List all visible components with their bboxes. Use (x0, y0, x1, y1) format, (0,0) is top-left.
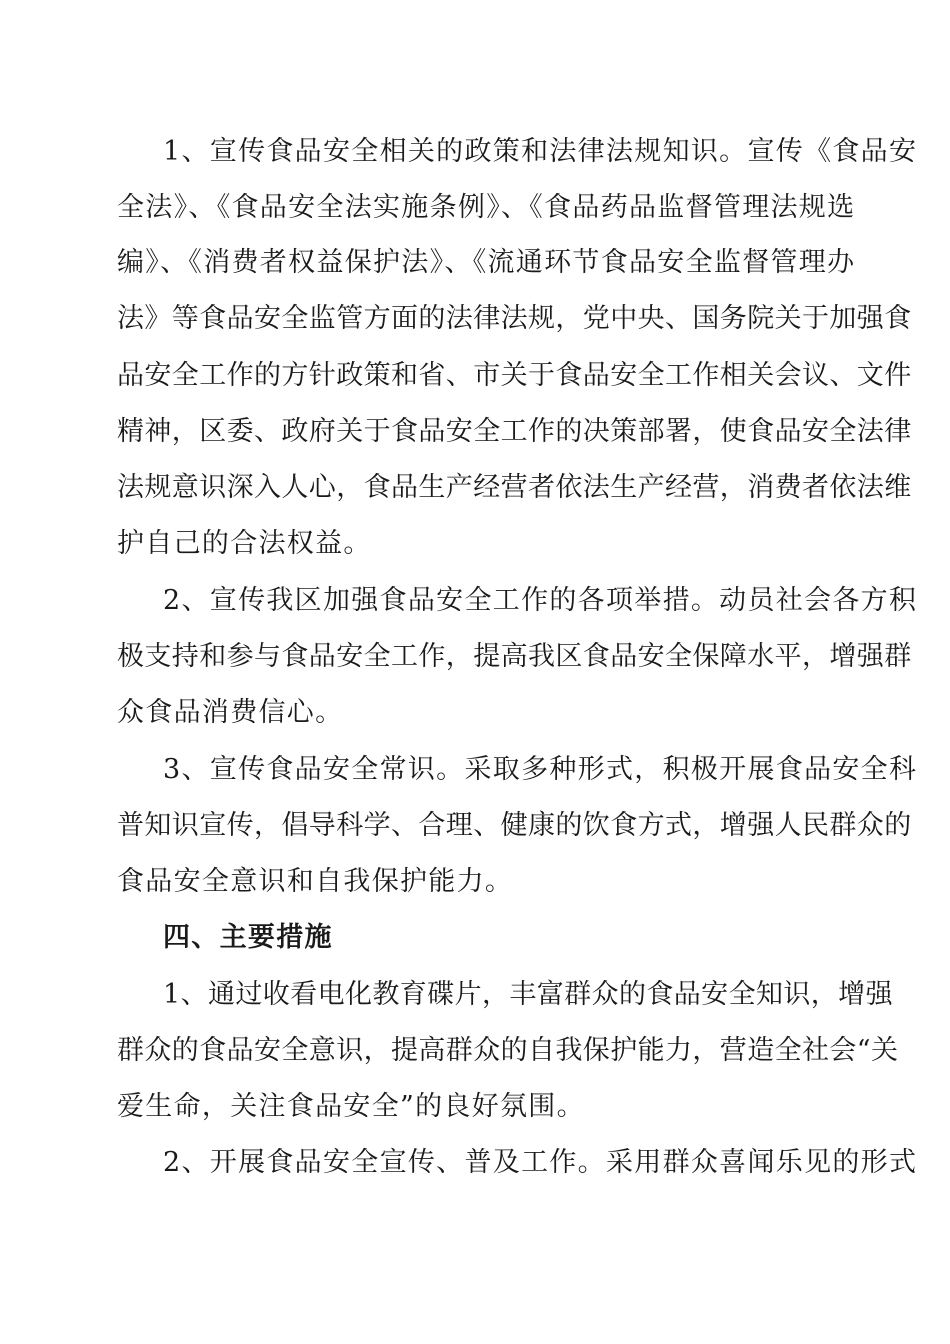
measure-1-line-3: 爱生命，关注食品安全”的良好氛围。 (117, 1091, 585, 1122)
section-heading: 四、主要措施 (163, 922, 333, 953)
paragraph-3-line-1: 3、宣传食品安全常识。采取多种形式，积极开展食品安全科 (163, 754, 918, 785)
paragraph-1-line-3: 编》、《消费者权益保护法》、《流通环节食品安全监督管理办 (117, 247, 856, 278)
paragraph-1-line-1: 1、宣传食品安全相关的政策和法律法规知识。宣传《食品安 (163, 136, 918, 167)
paragraph-2-line-1: 2、宣传我区加强食品安全工作的各项举措。动员社会各方积 (163, 585, 918, 616)
paragraph-3-line-3: 食品安全意识和自我保护能力。 (117, 866, 514, 897)
measure-1-line-1: 1、通过收看电化教育碟片，丰富群众的食品安全知识，增强 (163, 979, 893, 1010)
measure-2-line-1: 2、开展食品安全宣传、普及工作。采用群众喜闻乐见的形式 (163, 1147, 918, 1178)
paragraph-1-line-7: 法规意识深入人心，食品生产经营者依法生产经营，消费者依法维 (117, 472, 912, 503)
paragraph-1-line-6: 精神，区委、政府关于食品安全工作的决策部署，使食品安全法律 (117, 416, 912, 447)
paragraph-3-line-2: 普知识宣传，倡导科学、合理、健康的饮食方式，增强人民群众的 (117, 810, 912, 841)
paragraph-2-line-2: 极支持和参与食品安全工作，提高我区食品安全保障水平，增强群 (117, 641, 912, 672)
measure-1-line-2: 群众的食品安全意识，提高群众的自我保护能力，营造全社会“关 (117, 1035, 899, 1066)
paragraph-1-line-2: 全法》、《食品安全法实施条例》、《食品药品监督管理法规选 (117, 192, 856, 223)
paragraph-1-line-4: 法》等食品安全监管方面的法律法规，党中央、国务院关于加强食 (117, 303, 912, 334)
paragraph-1-line-5: 品安全工作的方针政策和省、市关于食品安全工作相关会议、文件 (117, 360, 912, 391)
paragraph-2-line-3: 众食品消费信心。 (117, 697, 344, 728)
paragraph-1-line-8: 护自己的合法权益。 (117, 528, 372, 559)
